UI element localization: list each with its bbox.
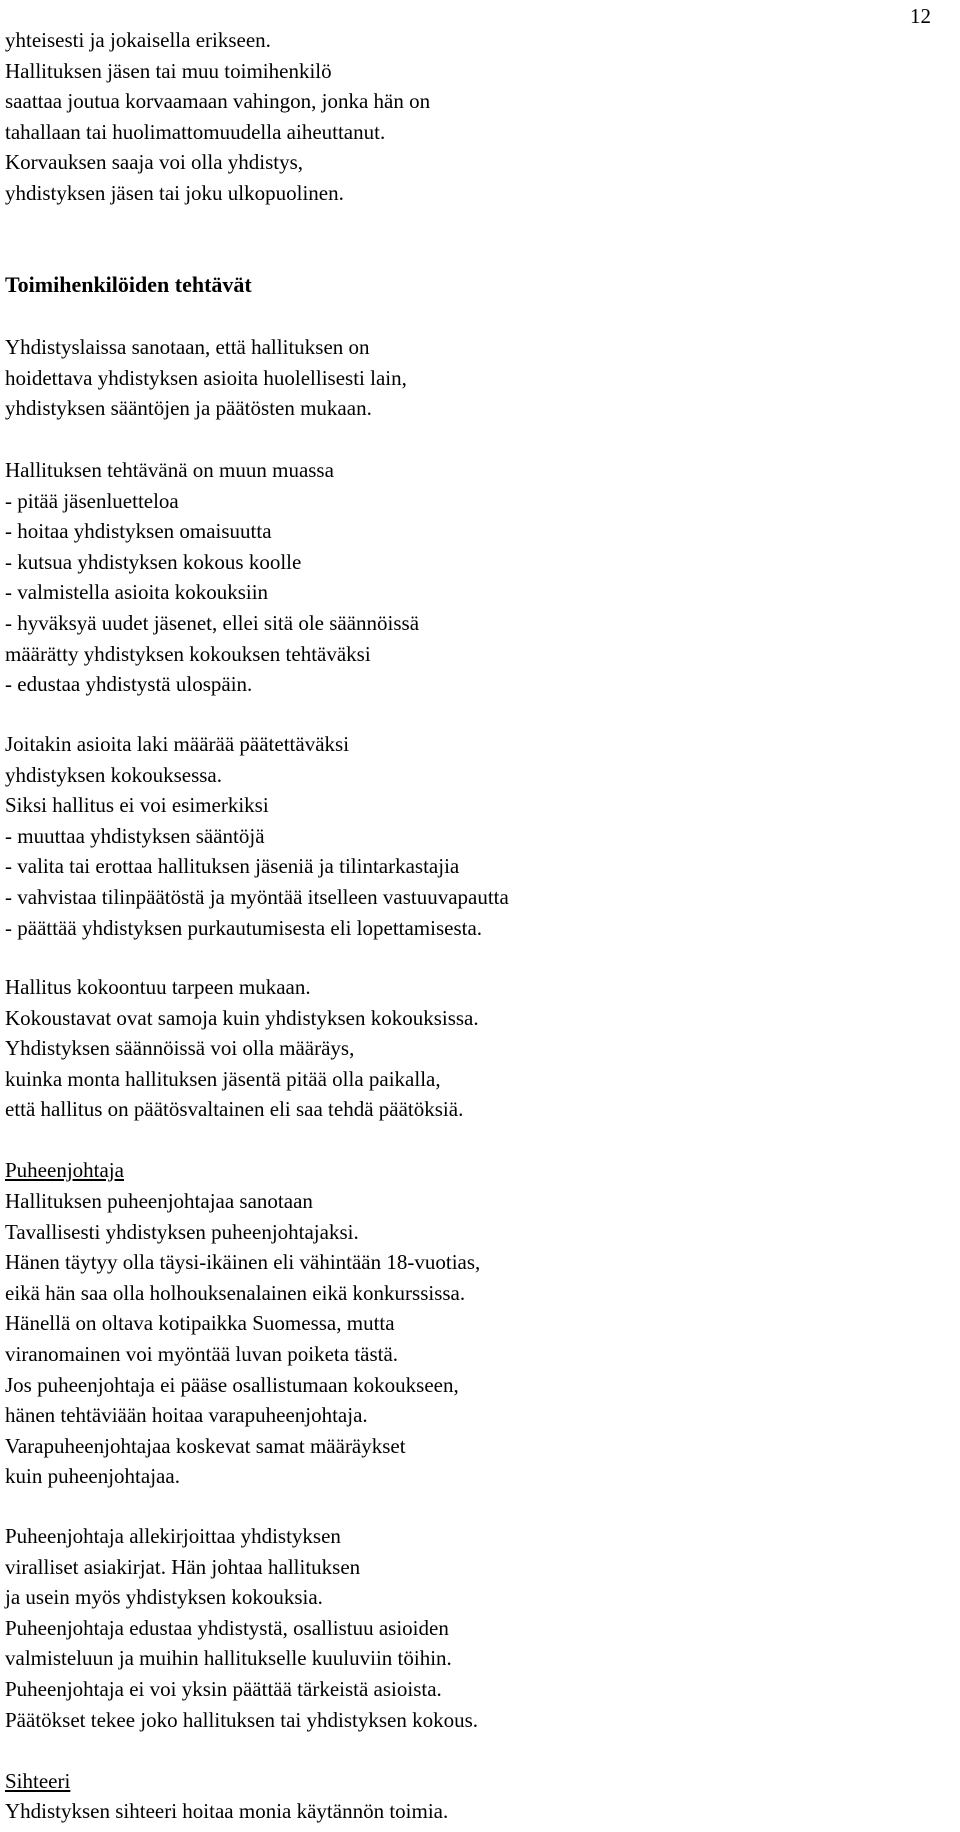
paragraph-chair-duties xyxy=(5,1521,478,1735)
text-line: Yhdistyslaissa sanotaan, että hallituksen on xyxy=(5,335,370,359)
intro-paragraph xyxy=(5,25,430,209)
text-line: tahallaan tai huolimattomuudella aiheuttanut. xyxy=(5,119,386,144)
text-line: - päättää yhdistyksen purkautumisesta eli lopettamisesta. xyxy=(5,915,483,940)
text-line: - valmistella asioita kokouksiin xyxy=(5,580,269,605)
text-line: Hallituksen tehtävänä on muun muassa xyxy=(5,458,334,482)
text-line: Hallituksen puheenjohtajaa sanotaan xyxy=(5,1189,313,1213)
text-line: Puheenjohtaja allekirjoittaa yhdistyksen xyxy=(5,1524,341,1548)
paragraph-board-duties-law xyxy=(5,332,407,424)
text-line: Hänen täytyy olla täysi-ikäinen eli vähintään 18-vuotias, xyxy=(5,1250,481,1275)
text-line: Hallituksen jäsen tai muu toimihenkilö xyxy=(5,58,332,83)
text-line: kuinka monta hallituksen jäsentä pitää olla paikalla, xyxy=(5,1066,441,1091)
text-line: Joitakin asioita laki määrää päätettäväksi xyxy=(5,732,350,756)
text-line: - muuttaa yhdistyksen sääntöjä xyxy=(5,823,265,848)
paragraph-secretary xyxy=(5,1796,448,1827)
text-line: yhteisesti ja jokaisella erikseen. xyxy=(5,28,271,52)
text-line: yhdistyksen kokouksessa. xyxy=(5,762,222,787)
text-line: määrätty yhdistyksen kokouksen tehtäväksi xyxy=(5,641,371,666)
text-line: eikä hän saa olla holhouksenalainen eikä konkurssissa. xyxy=(5,1280,466,1305)
text-line: Hänellä on oltava kotipaikka Suomessa, mutta xyxy=(5,1311,395,1336)
text-line: Siksi hallitus ei voi esimerkiksi xyxy=(5,793,269,818)
text-line: Jos puheenjohtaja ei pääse osallistumaan kokoukseen, xyxy=(5,1372,459,1397)
text-line: - pitää jäsenluetteloa xyxy=(5,488,179,513)
text-line: valmisteluun ja muihin hallitukselle kuuluviin töihin. xyxy=(5,1646,452,1671)
text-line: - valita tai erottaa hallituksen jäseniä ja tilintarkastajia xyxy=(5,854,460,879)
text-line: - kutsua yhdistyksen kokous koolle xyxy=(5,549,302,574)
text-line: Hallitus kokoontuu tarpeen mukaan. xyxy=(5,975,311,999)
text-line: hänen tehtäviään hoitaa varapuheenjohtaja. xyxy=(5,1403,368,1428)
text-line: yhdistyksen jäsen tai joku ulkopuolinen. xyxy=(5,180,344,205)
text-line: yhdistyksen sääntöjen ja päätösten mukaan. xyxy=(5,396,372,421)
text-line: Päätökset tekee joko hallituksen tai yhdistyksen kokous. xyxy=(5,1707,479,1732)
section-title: Toimihenkilöiden tehtävät xyxy=(5,272,252,297)
text-line: viralliset asiakirjat. Hän johtaa hallituksen xyxy=(5,1554,361,1579)
text-line: saattaa joutua korvaamaan vahingon, jonka hän on xyxy=(5,89,431,114)
text-line: kuin puheenjohtajaa. xyxy=(5,1464,180,1489)
text-line: viranomainen voi myöntää luvan poiketa tästä. xyxy=(5,1341,399,1366)
text-line: - vahvistaa tilinpäätöstä ja myöntää itselleen vastuuvapautta xyxy=(5,884,509,909)
paragraph-meeting-decisions xyxy=(5,729,509,943)
text-line: Yhdistyksen sihteeri hoitaa monia käytännön toimia. xyxy=(5,1799,449,1823)
paragraph-chair-requirements xyxy=(5,1186,480,1492)
text-line: Puheenjohtaja edustaa yhdistystä, osallistuu asioiden xyxy=(5,1615,449,1640)
text-line: - hoitaa yhdistyksen omaisuutta xyxy=(5,519,272,544)
text-line: - hyväksyä uudet jäsenet, ellei sitä ole säännöissä xyxy=(5,610,420,635)
page-number: 12 xyxy=(910,4,931,28)
paragraph-board-tasks-list xyxy=(5,455,419,700)
text-line: ja usein myös yhdistyksen kokouksia. xyxy=(5,1585,323,1610)
text-line: Varapuheenjohtajaa koskevat samat määräykset xyxy=(5,1433,406,1458)
text-line: hoidettava yhdistyksen asioita huolellisesti lain, xyxy=(5,365,407,390)
text-line: että hallitus on päätösvaltainen eli saa tehdä päätöksiä. xyxy=(5,1097,464,1122)
text-line: Korvauksen saaja voi olla yhdistys, xyxy=(5,150,304,175)
document-page xyxy=(5,0,945,1832)
text-line: Puheenjohtaja ei voi yksin päättää tärkeistä asioista. xyxy=(5,1676,442,1701)
text-line: Kokoustavat ovat samoja kuin yhdistyksen kokouksissa. xyxy=(5,1005,479,1030)
text-line: Tavallisesti yhdistyksen puheenjohtajaksi. xyxy=(5,1219,359,1244)
text-line: Yhdistyksen säännöissä voi olla määräys, xyxy=(5,1036,355,1061)
subsection-title-chair: Puheenjohtaja xyxy=(5,1158,124,1182)
subsection-title-secretary: Sihteeri xyxy=(5,1769,71,1793)
text-line: - edustaa yhdistystä ulospäin. xyxy=(5,672,253,697)
paragraph-board-meetings xyxy=(5,972,479,1125)
